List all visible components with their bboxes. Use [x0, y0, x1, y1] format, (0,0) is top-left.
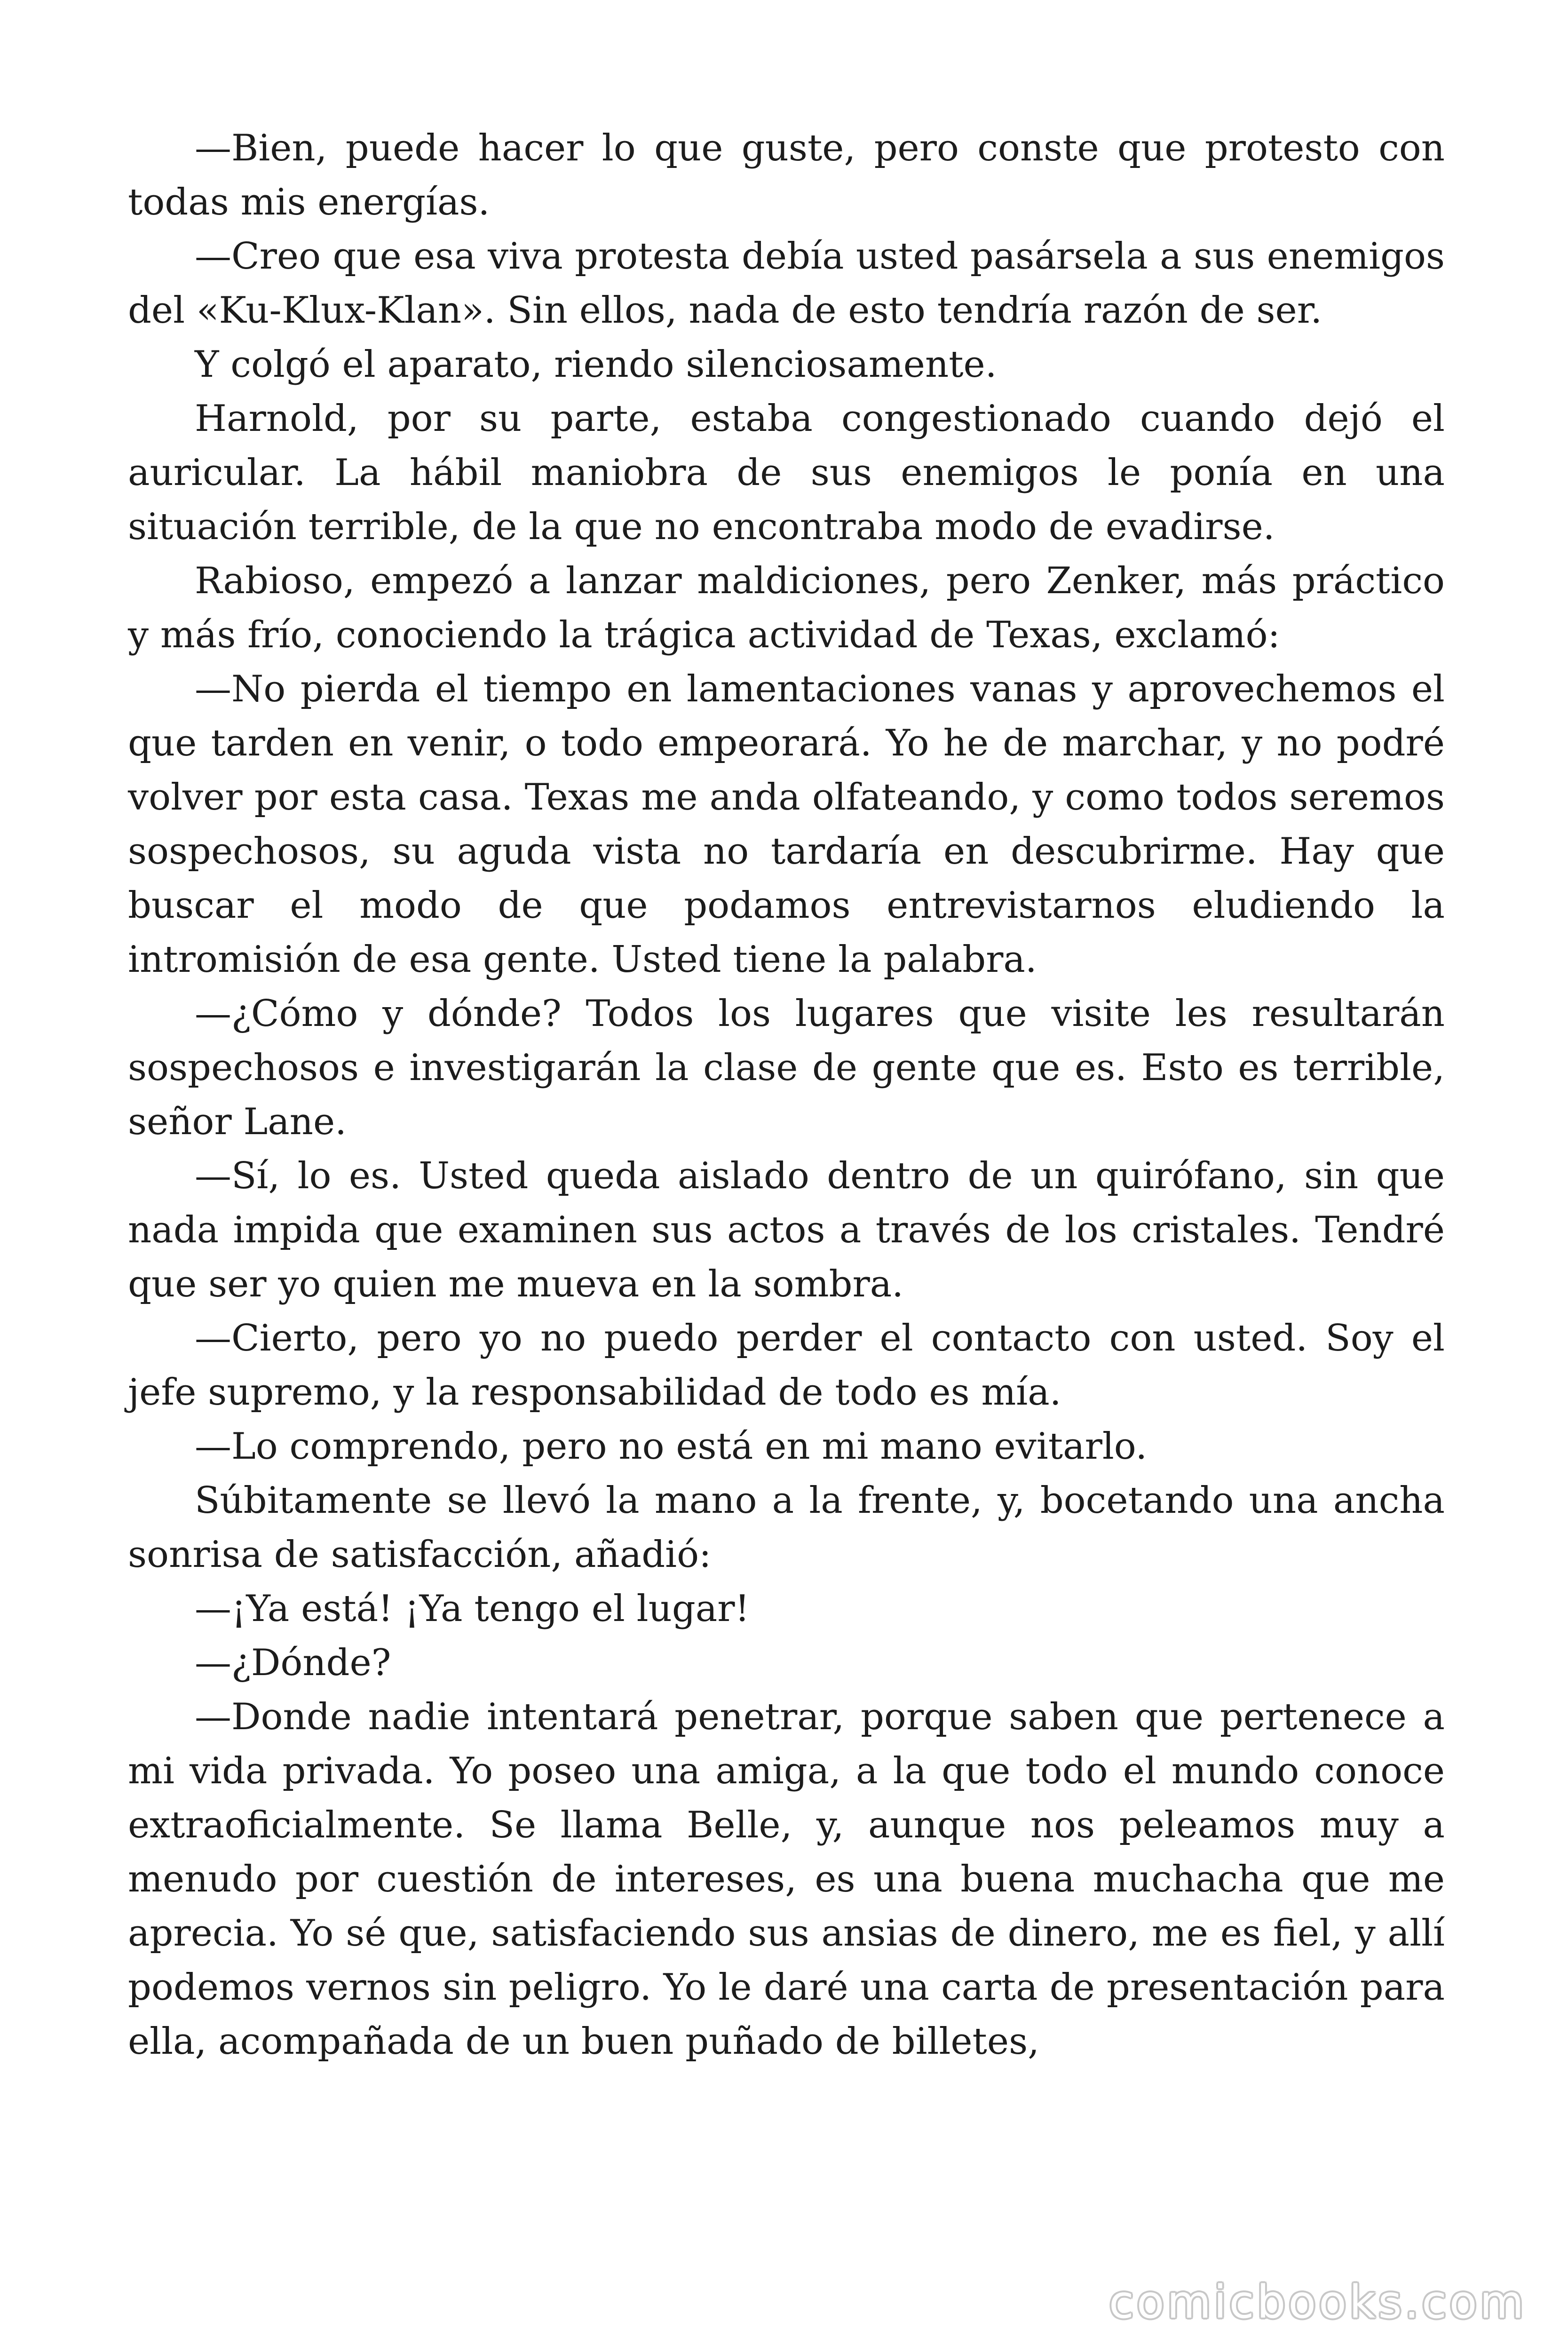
paragraph: —¿Dónde? [195, 1642, 391, 1684]
paragraph: —Creo que esa viva protesta debía usted pasársela a sus enemigos del «Ku-Klux-Klan». Sin ellos, nada de esto tendría razón de ser. [128, 235, 1445, 332]
watermark: comicbooks.com [1109, 2276, 1527, 2328]
paragraph: —Cierto, pero yo no puedo perder el contacto con usted. Soy el jefe supremo, y la responsabilidad de todo es mía. [128, 1317, 1445, 1414]
paragraph: Y colgó el aparato, riendo silenciosamente. [195, 343, 997, 386]
paragraph: —¡Ya está! ¡Ya tengo el lugar! [195, 1588, 750, 1630]
paragraph: Rabioso, empezó a lanzar maldiciones, pero Zenker, más práctico y más frío, conociendo la trágica actividad de Texas, exclamó: [128, 560, 1445, 656]
paragraph: —Sí, lo es. Usted queda aislado dentro de un quirófano, sin que nada impida que examinen sus actos a través de los cristales. Tendré que ser yo quien me mueva en la sombra. [128, 1155, 1445, 1305]
paragraph: —Lo comprendo, pero no está en mi mano evitarlo. [195, 1425, 1148, 1468]
paragraph: —Donde nadie intentará penetrar, porque saben que pertenece a mi vida privada. Yo poseo una amiga, a la que todo el mundo conoce extraoficialmente. Se llama Belle, y, aunque nos peleamos muy a menudo por cuestión de intereses, es una buena muchacha que me aprecia. Yo sé que, satisfaciendo sus ansias de dinero, me es fiel, y allí podemos vernos sin peligro. Yo le daré una carta de presentación para ella, acompañada de un buen puñado de billetes, [128, 1696, 1445, 2063]
page-text [128, 121, 1445, 2069]
paragraph: Harnold, por su parte, estaba congestionado cuando dejó el auricular. La hábil maniobra de sus enemigos le ponía en una situación terrible, de la que no encontraba modo de evadirse. [128, 397, 1445, 548]
paragraph: —Bien, puede hacer lo que guste, pero conste que protesto con todas mis energías. [128, 127, 1445, 223]
paragraph: Súbitamente se llevó la mano a la frente, y, bocetando una ancha sonrisa de satisfacción, añadió: [128, 1479, 1445, 1576]
paragraph: —¿Cómo y dónde? Todos los lugares que visite les resultarán sospechosos e investigarán la clase de gente que es. Esto es terrible, señor Lane. [128, 993, 1445, 1143]
paragraph: —No pierda el tiempo en lamentaciones vanas y aprovechemos el que tarden en venir, o todo empeorará. Yo he de marchar, y no podré volver por esta casa. Texas me anda olfateando, y como todos seremos sospechosos, su aguda vista no tardaría en descubrirme. Hay que buscar el modo de que podamos entrevistarnos eludiendo la intromisión de esa gente. Usted tiene la palabra. [128, 668, 1445, 981]
